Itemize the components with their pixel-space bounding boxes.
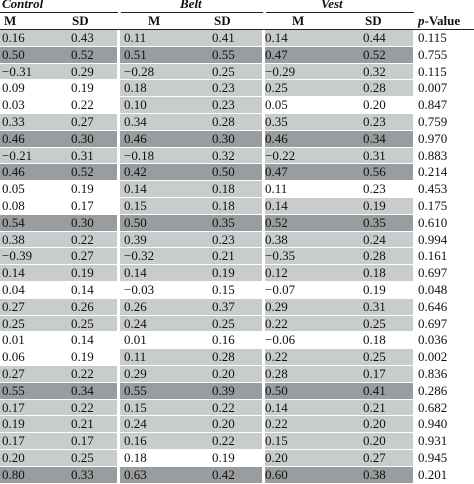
cell-control-sd: 0.14 (71, 332, 94, 348)
cell-vest-m: 0.14 (265, 197, 288, 213)
table-row (0, 248, 474, 265)
cell-p-value: 0.994 (418, 231, 448, 247)
col-header-vest-sd: SD (365, 13, 382, 28)
group-label-control: Control (2, 0, 44, 11)
table-row (0, 282, 474, 299)
cell-control-m: 0.54 (2, 214, 25, 230)
cell-vest-m: −0.06 (265, 332, 296, 348)
cell-p-value: 0.610 (418, 214, 448, 230)
cell-control-sd: 0.30 (71, 130, 94, 146)
cell-vest-m: −0.22 (265, 147, 296, 163)
cell-belt-m: 0.11 (124, 349, 147, 365)
cell-control-m: 0.27 (2, 365, 25, 381)
cell-p-value: 0.161 (418, 248, 448, 264)
cell-control-sd: 0.14 (71, 281, 94, 297)
cell-belt-sd: 0.37 (212, 298, 235, 314)
cell-belt-sd: 0.18 (212, 181, 235, 197)
cell-belt-sd: 0.15 (212, 281, 235, 297)
cell-vest-m: 0.22 (265, 315, 288, 331)
cell-control-sd: 0.52 (71, 164, 94, 180)
cell-belt-m: 0.14 (124, 181, 147, 197)
cell-belt-m: 0.24 (124, 416, 147, 432)
table-row (0, 467, 474, 484)
table-row (0, 383, 474, 400)
cell-p-value: 0.036 (418, 332, 448, 348)
cell-vest-sd: 0.52 (363, 46, 386, 62)
cell-vest-m: 0.28 (265, 365, 288, 381)
cell-control-sd: 0.31 (71, 147, 94, 163)
cell-p-value: 0.945 (418, 449, 448, 465)
col-header-p-value (418, 14, 460, 28)
col-header-belt-sd: SD (214, 13, 231, 28)
column-header-row (0, 13, 474, 30)
p-suffix: -Value (424, 13, 461, 28)
cell-p-value: 0.646 (418, 298, 448, 314)
cell-belt-sd: 0.19 (212, 265, 235, 281)
cell-belt-m: 0.10 (124, 97, 147, 113)
cell-control-sd: 0.17 (71, 197, 94, 213)
cell-belt-sd: 0.32 (212, 147, 235, 163)
cell-p-value: 0.115 (418, 30, 447, 45)
cell-vest-m: 0.12 (265, 265, 288, 281)
cell-belt-sd: 0.39 (212, 382, 235, 398)
cell-belt-m: −0.32 (124, 248, 155, 264)
col-header-control-sd: SD (72, 13, 89, 28)
cell-belt-sd: 0.21 (212, 248, 235, 264)
cell-control-m: 0.17 (2, 433, 25, 449)
cell-belt-sd: 0.30 (212, 130, 235, 146)
cell-control-m: 0.05 (2, 181, 25, 197)
cell-vest-m: 0.46 (265, 130, 288, 146)
cell-control-m: 0.25 (2, 315, 25, 331)
cell-vest-m: 0.22 (265, 349, 288, 365)
cell-vest-m: −0.35 (265, 248, 296, 264)
table-row (0, 433, 474, 450)
cell-control-m: 0.46 (2, 164, 25, 180)
cell-p-value: 0.759 (418, 113, 448, 129)
cell-vest-sd: 0.35 (363, 214, 386, 230)
cell-control-m: 0.27 (2, 298, 25, 314)
cell-vest-m: −0.07 (265, 281, 296, 297)
cell-belt-sd: 0.18 (212, 197, 235, 213)
cell-vest-m: 0.11 (265, 181, 288, 197)
table-row (0, 198, 474, 215)
table-row (0, 265, 474, 282)
cell-vest-sd: 0.38 (363, 466, 386, 482)
cell-p-value: 0.847 (418, 97, 448, 113)
cell-control-m: 0.08 (2, 197, 25, 213)
cell-belt-m: 0.50 (124, 214, 147, 230)
cell-vest-m: 0.05 (265, 97, 288, 113)
cell-p-value: 0.940 (418, 416, 448, 432)
cell-p-value: 0.007 (418, 80, 448, 96)
table-row (0, 299, 474, 316)
cell-vest-sd: 0.20 (363, 433, 386, 449)
cell-vest-m: 0.14 (265, 30, 288, 45)
cell-p-value: 0.115 (418, 63, 447, 79)
cell-vest-sd: 0.31 (363, 298, 386, 314)
cell-control-m: 0.01 (2, 332, 25, 348)
cell-vest-m: 0.60 (265, 466, 288, 482)
cell-control-m: 0.46 (2, 130, 25, 146)
cell-control-m: 0.33 (2, 113, 25, 129)
cell-control-sd: 0.17 (71, 433, 94, 449)
cell-control-m: 0.14 (2, 265, 25, 281)
cell-vest-m: 0.35 (265, 113, 288, 129)
cell-control-sd: 0.52 (71, 46, 94, 62)
cell-belt-sd: 0.35 (212, 214, 235, 230)
cell-control-m: −0.39 (2, 248, 33, 264)
cell-belt-sd: 0.55 (212, 46, 235, 62)
cell-belt-m: 0.39 (124, 231, 147, 247)
table-row (0, 30, 474, 47)
cell-belt-m: 0.51 (124, 46, 147, 62)
group-header-row (0, 0, 474, 13)
cell-vest-sd: 0.27 (363, 449, 386, 465)
cell-belt-sd: 0.22 (212, 399, 235, 415)
cell-control-m: 0.19 (2, 416, 25, 432)
cell-vest-m: 0.50 (265, 382, 288, 398)
cell-vest-m: 0.20 (265, 449, 288, 465)
table-row (0, 232, 474, 249)
table-row (0, 316, 474, 333)
cell-p-value: 0.836 (418, 365, 448, 381)
cell-belt-sd: 0.41 (212, 30, 235, 45)
cell-control-m: 0.06 (2, 349, 25, 365)
cell-belt-sd: 0.20 (212, 365, 235, 381)
cell-vest-m: 0.52 (265, 214, 288, 230)
cell-vest-m: 0.22 (265, 416, 288, 432)
cell-belt-m: 0.15 (124, 399, 147, 415)
cell-p-value: 0.286 (418, 382, 448, 398)
cell-belt-m: −0.28 (124, 63, 155, 79)
cell-belt-m: 0.24 (124, 315, 147, 331)
col-header-control-m: M (4, 13, 17, 28)
cell-p-value: 0.883 (418, 147, 448, 163)
cell-belt-sd: 0.20 (212, 416, 235, 432)
cell-vest-sd: 0.18 (363, 332, 386, 348)
cell-vest-sd: 0.23 (363, 113, 386, 129)
table-row (0, 97, 474, 114)
table-row (0, 64, 474, 81)
table-row (0, 131, 474, 148)
table-body (0, 30, 474, 484)
table-row (0, 148, 474, 165)
table-row (0, 80, 474, 97)
cell-p-value: 0.002 (418, 349, 448, 365)
cell-control-sd: 0.34 (71, 382, 94, 398)
cell-vest-sd: 0.56 (363, 164, 386, 180)
group-label-belt: Belt (180, 0, 202, 11)
cell-control-sd: 0.27 (71, 248, 94, 264)
cell-p-value: 0.453 (418, 181, 448, 197)
cell-control-sd: 0.27 (71, 113, 94, 129)
cell-p-value: 0.970 (418, 130, 448, 146)
cell-belt-m: 0.29 (124, 365, 147, 381)
cell-p-value: 0.931 (418, 433, 448, 449)
cell-vest-m: −0.29 (265, 63, 296, 79)
cell-belt-m: 0.18 (124, 80, 147, 96)
table-row (0, 416, 474, 433)
cell-belt-m: 0.26 (124, 298, 147, 314)
cell-control-m: 0.17 (2, 399, 25, 415)
cell-control-m: 0.04 (2, 281, 25, 297)
cell-control-sd: 0.25 (71, 449, 94, 465)
cell-belt-m: 0.15 (124, 197, 147, 213)
cell-vest-m: 0.25 (265, 80, 288, 96)
cell-vest-sd: 0.25 (363, 315, 386, 331)
table-row (0, 47, 474, 64)
cell-p-value: 0.175 (418, 197, 448, 213)
cell-vest-sd: 0.20 (363, 416, 386, 432)
col-header-vest-m: M (292, 13, 305, 28)
table-row (0, 450, 474, 467)
cell-control-sd: 0.22 (71, 365, 94, 381)
cell-belt-sd: 0.50 (212, 164, 235, 180)
table-row (0, 332, 474, 349)
cell-control-m: 0.16 (2, 30, 25, 45)
cell-vest-sd: 0.19 (363, 197, 386, 213)
col-header-belt-m: M (148, 13, 161, 28)
cell-vest-sd: 0.21 (363, 399, 386, 415)
cell-control-m: −0.21 (2, 147, 33, 163)
cell-belt-sd: 0.25 (212, 63, 235, 79)
cell-vest-sd: 0.24 (363, 231, 386, 247)
cell-vest-sd: 0.17 (363, 365, 386, 381)
cell-vest-m: 0.15 (265, 433, 288, 449)
cell-belt-m: 0.42 (124, 164, 147, 180)
cell-p-value: 0.201 (418, 466, 448, 482)
cell-vest-sd: 0.18 (363, 265, 386, 281)
table-row (0, 164, 474, 181)
cell-control-sd: 0.19 (71, 349, 94, 365)
cell-control-sd: 0.19 (71, 80, 94, 96)
cell-p-value: 0.755 (418, 46, 448, 62)
cell-vest-sd: 0.32 (363, 63, 386, 79)
cell-belt-sd: 0.23 (212, 97, 235, 113)
cell-belt-m: 0.46 (124, 130, 147, 146)
cell-p-value: 0.682 (418, 399, 448, 415)
cell-vest-sd: 0.28 (363, 248, 386, 264)
cell-control-sd: 0.30 (71, 214, 94, 230)
cell-vest-sd: 0.23 (363, 181, 386, 197)
cell-p-value: 0.697 (418, 265, 448, 281)
cell-p-value: 0.048 (418, 281, 448, 297)
cell-control-sd: 0.29 (71, 63, 94, 79)
cell-control-m: 0.38 (2, 231, 25, 247)
cell-vest-m: 0.47 (265, 164, 288, 180)
cell-vest-m: 0.29 (265, 298, 288, 314)
cell-control-m: 0.03 (2, 97, 25, 113)
cell-control-m: 0.55 (2, 382, 25, 398)
cell-p-value: 0.214 (418, 164, 448, 180)
cell-belt-sd: 0.28 (212, 113, 235, 129)
cell-control-sd: 0.43 (71, 30, 94, 45)
cell-vest-sd: 0.25 (363, 349, 386, 365)
cell-vest-sd: 0.44 (363, 30, 386, 45)
cell-control-sd: 0.22 (71, 97, 94, 113)
cell-control-sd: 0.22 (71, 231, 94, 247)
cell-vest-sd: 0.20 (363, 97, 386, 113)
cell-vest-sd: 0.19 (363, 281, 386, 297)
cell-control-sd: 0.19 (71, 265, 94, 281)
cell-control-sd: 0.19 (71, 181, 94, 197)
cell-vest-sd: 0.28 (363, 80, 386, 96)
cell-belt-sd: 0.23 (212, 231, 235, 247)
cell-vest-m: 0.14 (265, 399, 288, 415)
cell-control-sd: 0.26 (71, 298, 94, 314)
table-row (0, 215, 474, 232)
cell-belt-sd: 0.16 (212, 332, 235, 348)
cell-belt-m: 0.34 (124, 113, 147, 129)
table-row (0, 349, 474, 366)
table-row (0, 366, 474, 383)
table-row (0, 400, 474, 417)
cell-belt-m: 0.14 (124, 265, 147, 281)
cell-control-sd: 0.25 (71, 315, 94, 331)
p-symbol: p (418, 13, 425, 28)
cell-control-m: 0.09 (2, 80, 25, 96)
cell-vest-sd: 0.31 (363, 147, 386, 163)
cell-control-m: 0.20 (2, 449, 25, 465)
cell-belt-m: 0.01 (124, 332, 147, 348)
cell-belt-m: 0.63 (124, 466, 147, 482)
table-row (0, 114, 474, 131)
cell-vest-sd: 0.41 (363, 382, 386, 398)
cell-control-m: 0.80 (2, 466, 25, 482)
cell-belt-m: 0.18 (124, 449, 147, 465)
cell-belt-sd: 0.42 (212, 466, 235, 482)
cell-control-sd: 0.33 (71, 466, 94, 482)
group-label-vest: Vest (321, 0, 343, 11)
cell-belt-sd: 0.19 (212, 449, 235, 465)
cell-belt-m: 0.55 (124, 382, 147, 398)
cell-p-value: 0.697 (418, 315, 448, 331)
cell-belt-m: 0.11 (124, 30, 147, 45)
cell-belt-m: 0.16 (124, 433, 147, 449)
cell-belt-sd: 0.25 (212, 315, 235, 331)
cell-belt-m: −0.03 (124, 281, 155, 297)
cell-belt-m: −0.18 (124, 147, 155, 163)
cell-vest-sd: 0.34 (363, 130, 386, 146)
cell-control-m: 0.50 (2, 46, 25, 62)
cell-vest-m: 0.38 (265, 231, 288, 247)
cell-control-m: −0.31 (2, 63, 33, 79)
cell-control-sd: 0.22 (71, 399, 94, 415)
cell-control-sd: 0.21 (71, 416, 94, 432)
table-row (0, 181, 474, 198)
cell-belt-sd: 0.22 (212, 433, 235, 449)
cell-vest-m: 0.47 (265, 46, 288, 62)
cell-belt-sd: 0.23 (212, 80, 235, 96)
cell-belt-sd: 0.28 (212, 349, 235, 365)
